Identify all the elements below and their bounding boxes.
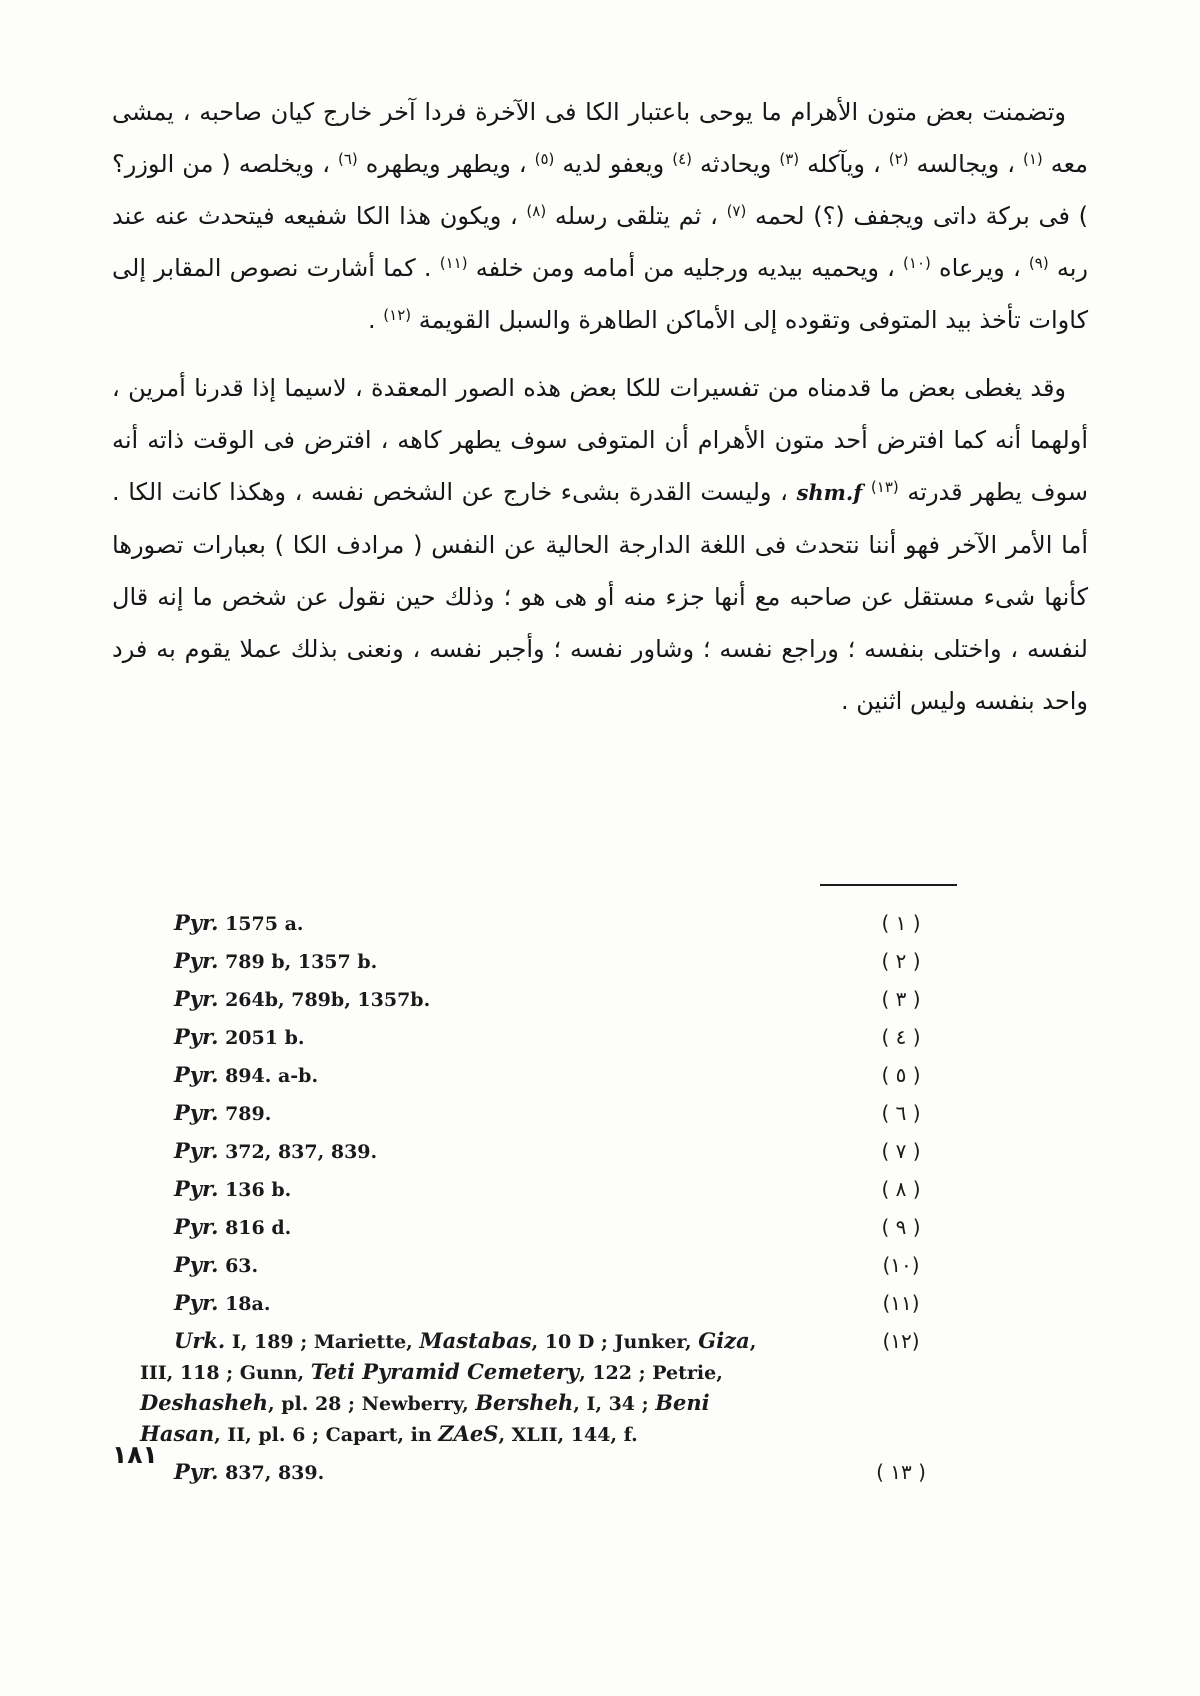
footnote-number: (١١)	[882, 1291, 920, 1315]
footnote-marker: (٤)	[672, 150, 693, 168]
footnote-number: ( ٢ )	[881, 949, 921, 973]
footnote-citation	[112, 1288, 270, 1319]
text-segment: ، وليست القدرة بشىء خارج عن الشخص نفسه ، وهكذا كانت الكا . أما الأمر الآخر فهو أننا نتحدث فى اللغة الدارجة الحالية عن النفس ( مرادف الكا ) بعبارات تصورها كأنها شىء مستقل عن صاحبه مع أنها جزء منه أو هى هو ؛ وذلك حين نقول عن شخص ما إنه قال لنفسه ، واختلى بنفسه ؛ وراجع نفسه ؛ وشاور نفسه ؛ وأجبر نفسه ، ونعنى بذلك عملا يقوم به فرد واحد بنفسه وليس اثنين .	[112, 478, 1088, 715]
text-segment: , I, 34 ;	[573, 1393, 656, 1415]
text-segment: ، ويآكله	[799, 150, 889, 178]
footnote-marker: (١٠)	[903, 254, 931, 272]
footnote-citation	[112, 908, 304, 939]
footnote-marker: (٦)	[337, 150, 358, 168]
footnote-number: ( ٦ )	[881, 1101, 921, 1125]
footnote-row	[112, 1250, 934, 1281]
footnote-number: ( ٨ )	[881, 1177, 921, 1201]
text-segment: ويعفو لديه	[554, 150, 673, 178]
text-segment: Pyr.	[174, 1176, 219, 1201]
page-number: ١٨١	[112, 1440, 158, 1469]
footnote-row	[112, 1174, 934, 1205]
footnote-citation	[112, 1250, 258, 1281]
text-segment: ، ويخلصه ( من الوزر؟ ) فى بركة داتى ويجفف (؟) لحمه	[112, 150, 1088, 230]
text-segment: 63.	[218, 1255, 259, 1277]
text-segment: , XLII, 144, f.	[498, 1424, 638, 1446]
text-segment: ، ويجالسه	[908, 150, 1023, 178]
footnote-marker: (٣)	[779, 150, 800, 168]
text-segment: 18a.	[218, 1293, 271, 1315]
footnote-citation	[112, 1060, 318, 1091]
footnote-number: ( ٥ )	[881, 1063, 921, 1087]
text-segment: 264b, 789b, 1357b.	[218, 989, 431, 1011]
text-segment: Pyr.	[174, 986, 219, 1011]
footnote-separator	[820, 884, 957, 886]
text-segment: ، ثم يتلقى رسله	[546, 202, 727, 230]
text-segment: 837, 839.	[218, 1462, 325, 1484]
text-segment: 894. a-b.	[218, 1065, 319, 1087]
footnote-citation	[112, 1098, 271, 1129]
footnote-number: (١٠)	[882, 1253, 920, 1277]
text-segment: ، ويرعاه	[930, 254, 1029, 282]
footnote-row	[112, 1288, 934, 1319]
text-segment: Pyr.	[174, 1100, 219, 1125]
text-segment: 2051 b.	[218, 1027, 305, 1049]
footnote-row	[112, 1098, 934, 1129]
text-segment: , pl. 28 ; Newberry,	[268, 1393, 476, 1415]
footnote-number: ( ١ )	[881, 911, 921, 935]
text-segment: 789.	[218, 1103, 272, 1125]
footnote-marker: (٨)	[526, 202, 547, 220]
text-segment: Deshasheh	[140, 1390, 268, 1415]
footnote-citation	[112, 1212, 291, 1243]
text-segment: ، ويكون هذا الكا شفيعه فيتحدث عنه عند ربه	[112, 202, 1088, 282]
footnote-row	[112, 1326, 934, 1450]
footnotes-list	[112, 908, 934, 1495]
footnote-row	[112, 1060, 934, 1091]
text-segment: , II, pl. 6 ; Capart, in	[214, 1424, 439, 1446]
text-segment: Urk.	[174, 1328, 226, 1353]
footnote-citation	[112, 946, 377, 977]
text-segment: 1575 a.	[218, 913, 304, 935]
footnote-citation	[112, 1136, 377, 1167]
text-segment: Pyr.	[174, 948, 219, 973]
text-segment: Pyr.	[174, 1138, 219, 1163]
footnote-marker: (٩)	[1028, 254, 1049, 272]
footnote-citation	[112, 1326, 757, 1450]
text-segment: وقد يغطى بعض ما قدمناه من تفسيرات للكا بعض هذه الصور المعقدة ، لاسيما إذا قدرنا أمرين ، أولهما أنه كما افترض أحد متون الأهرام أن المتوفى سوف يطهر كاهه ، افترض فى الوقت ذاته أنه سوف يطهر قدرته	[112, 374, 1088, 506]
text-segment: Pyr.	[174, 910, 219, 935]
text-segment: , 10 D ; Junker,	[531, 1331, 699, 1353]
text-segment: ويحادثه	[692, 150, 780, 178]
text-segment: 816 d.	[218, 1217, 292, 1239]
text-segment: . كما أشارت نصوص المقابر إلى كاوات تأخذ بيد المتوفى وتقوده إلى الأماكن الطاهرة والسبل القويمة	[112, 254, 1088, 334]
text-segment: 372, 837, 839.	[218, 1141, 378, 1163]
footnote-row	[112, 1022, 934, 1053]
text-segment: وتضمنت بعض متون الأهرام ما يوحى باعتبار الكا فى الآخرة فردا آخر خارج كيان صاحبه ، يمشى معه	[112, 98, 1089, 178]
paragraph	[112, 86, 1088, 346]
text-segment: ZAeS	[438, 1421, 499, 1446]
footnote-marker: (٢)	[888, 150, 909, 168]
text-segment: 136 b.	[218, 1179, 292, 1201]
footnote-marker: (٥)	[534, 150, 555, 168]
text-segment: shm.f	[796, 480, 863, 505]
text-segment: Pyr.	[174, 1062, 219, 1087]
text-segment: ، ويحميه بيديه ورجليه من أمامه ومن خلفه	[467, 254, 904, 282]
text-segment: .	[368, 306, 384, 334]
text-segment: Pyr.	[174, 1290, 219, 1315]
footnote-row	[112, 946, 934, 977]
footnote-marker: (٧)	[726, 202, 747, 220]
text-segment: Teti Pyramid Cemetery	[310, 1359, 580, 1384]
footnote-marker: (١١)	[439, 254, 468, 272]
footnote-number: ( ٧ )	[881, 1139, 921, 1163]
text-segment: I, 189 ; Mariette,	[225, 1331, 420, 1353]
text-segment: Beni Hasan	[140, 1390, 710, 1446]
footnote-number: (١٢)	[882, 1329, 920, 1353]
text-segment: Pyr.	[174, 1214, 219, 1239]
text-segment: Pyr.	[174, 1252, 219, 1277]
footnote-row	[112, 984, 934, 1015]
main-text	[112, 86, 1088, 743]
text-segment: Giza	[698, 1328, 750, 1353]
footnote-number: ( ٩ )	[881, 1215, 921, 1239]
text-segment: Pyr.	[174, 1459, 219, 1484]
footnote-number: ( ١٣ )	[876, 1460, 926, 1484]
text-segment: , 122 ; Petrie,	[579, 1362, 723, 1384]
footnote-citation	[112, 984, 430, 1015]
footnote-citation	[112, 1174, 291, 1205]
footnote-row	[112, 908, 934, 939]
footnote-number: ( ٣ )	[881, 987, 921, 1011]
text-segment	[862, 478, 871, 506]
text-segment: ، ويطهر ويطهره	[357, 150, 535, 178]
footnote-row	[112, 1136, 934, 1167]
paragraph	[112, 362, 1088, 727]
footnote-marker: (١٢)	[383, 306, 412, 324]
footnote-marker: (١٣)	[870, 478, 899, 496]
text-segment: 789 b, 1357 b.	[218, 951, 378, 973]
footnote-number: ( ٤ )	[881, 1025, 921, 1049]
footnote-citation	[112, 1022, 304, 1053]
text-segment: , III, 118 ; Gunn,	[140, 1331, 757, 1384]
footnote-row	[112, 1457, 934, 1488]
footnote-row	[112, 1212, 934, 1243]
text-segment: Pyr.	[174, 1024, 219, 1049]
footnote-marker: (١)	[1022, 150, 1043, 168]
text-segment: Bersheh	[475, 1390, 574, 1415]
text-segment: Mastabas	[419, 1328, 532, 1353]
